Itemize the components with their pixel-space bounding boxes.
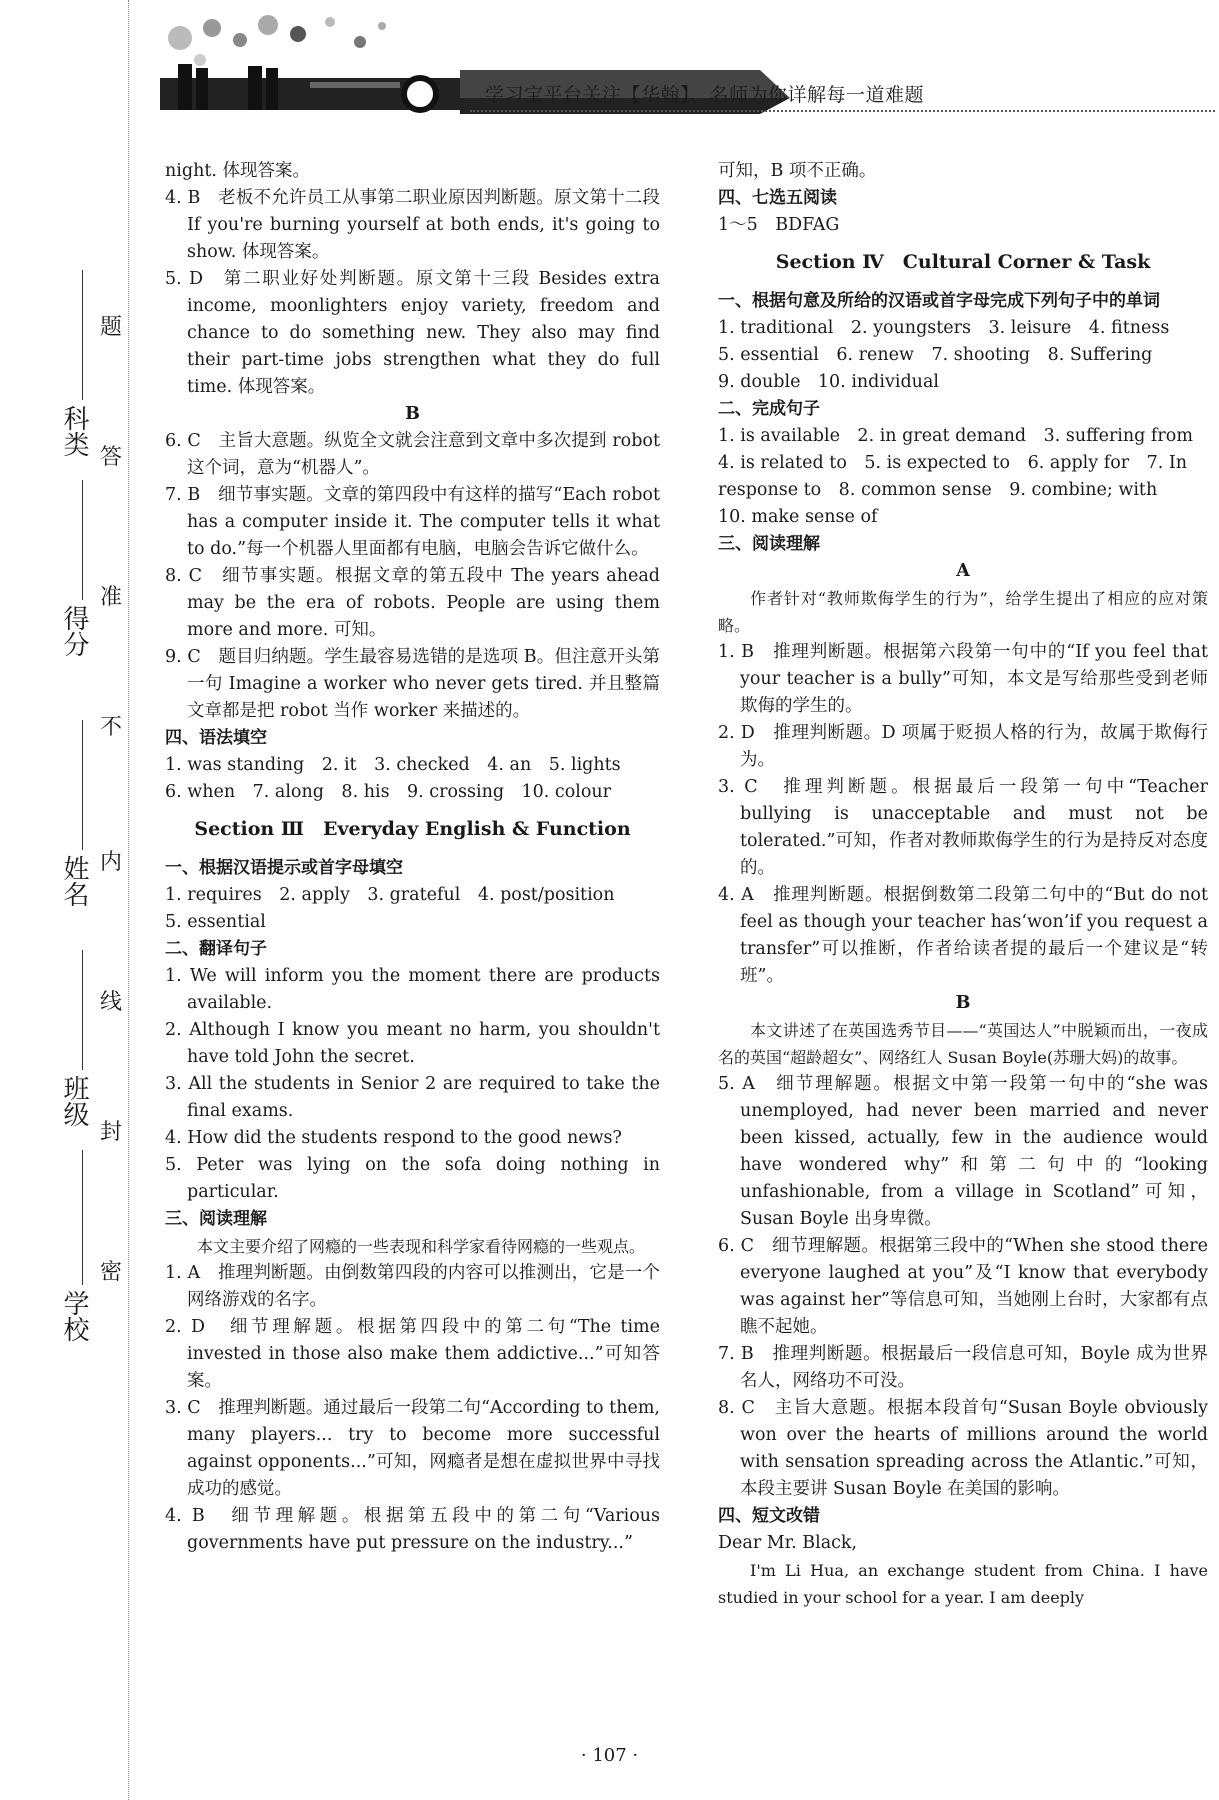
answer-item: 6. C 细节理解题。根据第三段中的“When she stood there everyone laughed at you”及“I know that everybody was against her”等信息可知，当她刚上台时，大家都有点瞧不起她。 (718, 1236, 1208, 1337)
answer-item: 5. Peter was lying on the sofa doing nothing in particular. (165, 1155, 660, 1202)
banner-title: 学习宝平台关注【华翰】、名师为你详解每一道难题 (485, 84, 925, 106)
answer-item: 3. C 推理判断题。根据最后一段第一句中“Teacher bullying is unacceptable and must not be tolerated.”可知，作者对教师欺侮学生的行为是持反对态度的。 (718, 777, 1208, 878)
answer-line: 5. essential 6. renew 7. shooting 8. Suffering (718, 345, 1153, 365)
answer-line: 1. was standing 2. it 3. checked 4. an 5. lights (165, 755, 621, 775)
section-heading: 二、翻译句子 (165, 939, 267, 959)
answer-item: 9. C 题目归纳题。学生最容易选错的是选项 B。但注意开头第一句 Imagine a worker who never gets tired. 并且整篇文章都是把 robot 当作 worker 来描述的。 (165, 647, 660, 721)
passage-summary: 本文主要介绍了网瘾的一些表现和科学家看待网瘾的一些观点。 (197, 1237, 646, 1256)
answer-item: 4. How did the students respond to the good news? (165, 1128, 622, 1148)
answer-item: 1. We will inform you the moment there are products available. (165, 966, 660, 1013)
passage-summary: 本文讲述了在英国选秀节目——“英国达人”中脱颖而出，一夜成名的英国“超龄超女”、网络红人 Susan Boyle(苏珊大妈)的故事。 (718, 1021, 1208, 1067)
left-column (165, 158, 660, 1557)
seal-char: 题 (100, 315, 123, 340)
answer-item: 1. A 推理判断题。由倒数第四段的内容可以推测出，它是一个网络游戏的名字。 (165, 1263, 660, 1310)
answer-item: 3. C 推理判断题。通过最后一段第二句“According to them, many players... try to become more successful against opponents...”可知，网瘾者是想在虚拟世界中寻找成功的感觉。 (165, 1398, 660, 1499)
answer-item: 2. Although I know you meant no harm, you shouldn't have told John the secret. (165, 1020, 660, 1067)
school-blank (82, 1150, 83, 1285)
answer-item: 8. C 细节事实题。根据文章的第五段中 The years ahead may be the era of robots. People are using them more and more. 可知。 (165, 566, 660, 640)
seal-char: 准 (100, 585, 123, 610)
section-heading: 四、七选五阅读 (718, 188, 837, 208)
section-heading: 三、阅读理解 (165, 1209, 267, 1229)
page-number: · 107 · (580, 1745, 639, 1766)
seal-char: 线 (100, 990, 123, 1015)
label-name: 姓名 (59, 855, 89, 907)
answer-line: 6. when 7. along 8. his 9. crossing 10. colour (165, 782, 612, 802)
answer-item: 5. D 第二职业好处判断题。原文第十三段 Besides extra income, moonlighters enjoy variety, freedom and chance to do something new. They also may find their part-time jobs strengthen what they do full time. 体现答案。 (165, 269, 660, 397)
answer-item: 2. D 推理判断题。D 项属于贬损人格的行为，故属于欺侮行为。 (718, 723, 1208, 770)
banner-decoration (160, 10, 480, 120)
label-class: 班级 (59, 1075, 89, 1127)
answer-line: 1. traditional 2. youngsters 3. leisure 4. fitness (718, 318, 1170, 338)
subject-blank (82, 270, 83, 400)
answer-line: Dear Mr. Black, (718, 1533, 858, 1553)
answer-item: 6. C 主旨大意题。纵览全文就会注意到文章中多次提到 robot 这个词，意为“机器人”。 (165, 431, 660, 478)
score-blank (82, 480, 83, 600)
answer-item: 8. C 主旨大意题。根据本段首句“Susan Boyle obviously won over the hearts of millions around the world with sensation spreading across the Atlantic.”可知，本段主要讲 Susan Boyle 在美国的影响。 (718, 1398, 1208, 1499)
answer-item: 1. B 推理判断题。根据第六段第一句中的“If you feel that your teacher is a bully”可知，本文是写给那些受到老师欺侮的学生的。 (718, 642, 1208, 716)
passage-summary: 作者针对“教师欺侮学生的行为”，给学生提出了相应的应对策略。 (718, 589, 1208, 635)
answer-line: 4. is related to 5. is expected to 6. apply for 7. In (718, 453, 1188, 473)
section-title: Section Ⅲ Everyday English & Function (194, 818, 631, 840)
answer-item: night. 体现答案。 (165, 161, 310, 181)
section-title: Section Ⅳ Cultural Corner & Task (775, 251, 1151, 273)
answer-item: 4. B 老板不允许员工从事第二职业原因判断题。原文第十二段 If you're burning yourself at both ends, it's going to show. 体现答案。 (165, 188, 660, 262)
answer-item: 7. B 推理判断题。根据最后一段信息可知，Boyle 成为世界名人，网络功不可没。 (718, 1344, 1208, 1391)
answer-item: 3. All the students in Senior 2 are required to take the final exams. (165, 1074, 660, 1121)
passage-label: B (405, 404, 420, 424)
seal-char: 内 (100, 850, 123, 875)
section-heading: 三、阅读理解 (718, 534, 820, 554)
section-heading: 二、完成句子 (718, 399, 820, 419)
name-blank (82, 720, 83, 850)
answer-line: 1. requires 2. apply 3. grateful 4. post/position (165, 885, 615, 905)
answer-item: 4. B 细节理解题。根据第五段中的第二句“Various governments have put pressure on the industry...” (165, 1506, 660, 1553)
seal-char: 答 (100, 445, 123, 470)
seal-line (128, 0, 129, 1800)
binding-margin (0, 0, 150, 1800)
answer-line: response to 8. common sense 9. combine; with (718, 480, 1158, 500)
label-subject: 科类 (59, 405, 89, 457)
section-heading: 四、语法填空 (165, 728, 267, 748)
answer-item: 7. B 细节事实题。文章的第四段中有这样的描写“Each robot has a computer inside it. The computer tells it what to do.”每一个机器人里面都有电脑，电脑会告诉它做什么。 (165, 485, 660, 559)
label-score: 得分 (59, 605, 89, 657)
passage-summary: I'm Li Hua, an exchange student from China. I have studied in your school for a year. I am deeply (718, 1561, 1208, 1607)
passage-label: A (956, 561, 970, 581)
answer-line: 9. double 10. individual (718, 372, 939, 392)
answer-item: 2. D 细节理解题。根据第四段中的第二句“The time invested in those also make them addictive...”可知答案。 (165, 1317, 660, 1391)
right-column (718, 158, 1208, 1611)
answer-line: 1. is available 2. in great demand 3. suffering from (718, 426, 1193, 446)
seal-char: 密 (100, 1260, 123, 1285)
passage-label: B (955, 993, 971, 1013)
answer-item: 5. A 细节理解题。根据文中第一段第一句中的“she was unemployed, had never been married and never been kissed, actually, few in the audience would have wondered why”和第二句中的“looking unfashionable, from a village in Scotland”可知，Susan Boyle 出身卑微。 (718, 1074, 1208, 1229)
answer-item: 4. A 推理判断题。根据倒数第二段第二句中的“But do not feel as though your teacher has‘won’if you request a transfer”可以推断，作者给读者提的最后一个建议是“转班”。 (718, 885, 1208, 986)
answer-line: 5. essential (165, 912, 266, 932)
seal-char: 不 (100, 715, 123, 740)
section-heading: 四、短文改错 (718, 1506, 820, 1526)
class-blank (82, 950, 83, 1070)
seal-char: 封 (100, 1120, 123, 1145)
header-divider (470, 110, 1215, 112)
label-school: 学校 (59, 1290, 89, 1342)
section-heading: 一、根据汉语提示或首字母填空 (165, 858, 403, 878)
answer-line: 1～5 BDFAG (718, 215, 840, 235)
answer-item: 可知，B 项不正确。 (718, 161, 877, 181)
answer-line: 10. make sense of (718, 507, 878, 527)
section-heading: 一、根据句意及所给的汉语或首字母完成下列句子中的单词 (718, 291, 1160, 311)
